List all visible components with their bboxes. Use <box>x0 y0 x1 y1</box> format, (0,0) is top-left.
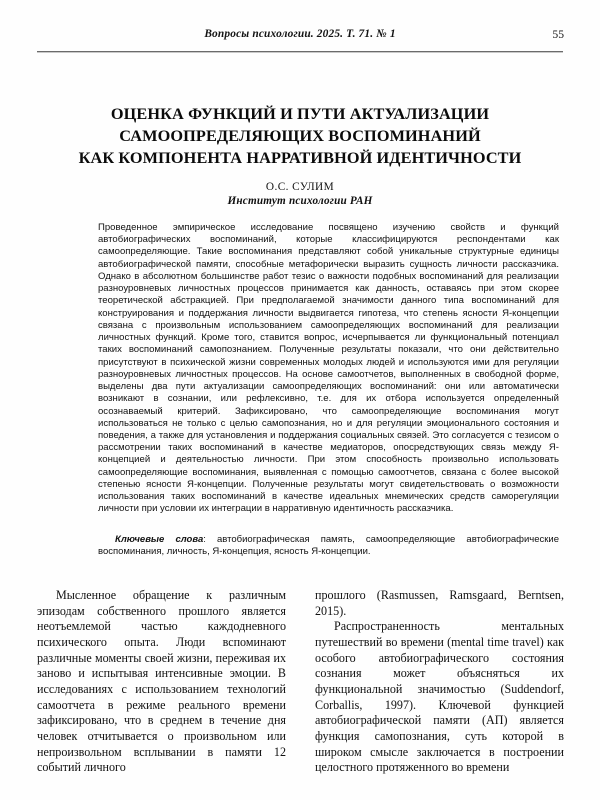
header-divider-rule <box>37 51 563 52</box>
page-number: 55 <box>552 28 564 41</box>
author-name: О.С. СУЛИМ <box>265 181 335 193</box>
article-title-line-1: ОЦЕНКА ФУНКЦИЙ И ПУТИ АКТУАЛИЗАЦИИ <box>110 104 490 123</box>
body-paragraph: Мысленное обращение к различным эпизодам собственного прошлого является неотъемлемой частью каждодневного психического опыта. Люди вспоминают различные моменты своей жизни, переживая их заново и испытывая интенсивные эмоции. В исследованиях с использованием технологий самоотчета в режиме реального времени зафиксировано, что в среднем в течение дня человек отчитывается о произвольном или непроизвольном всплывании в памяти 12 событий личного <box>37 588 286 775</box>
journal-citation-line: Вопросы психологии. 2025. Т. 71. № 1 <box>204 28 396 40</box>
body-column-left <box>37 588 286 776</box>
running-head <box>36 28 564 50</box>
article-title-line-3: КАК КОМПОНЕНТА НАРРАТИВНОЙ ИДЕНТИЧНОСТИ <box>78 148 522 168</box>
body-paragraph: Распространенность ментальных путешествий во времени (mental time travel) как особого автобиографического состояния сознания может объясняться их функциональной значимостью (Suddendorf, Corballis, 1997). Ключевой функцией автобиографической памяти (АП) является функция самопознания, суть которой в широком смысле заключается в построении целостного протяженного во времени <box>315 619 564 775</box>
body-paragraph-continued: прошлого (Rasmussen, Ramsgaard, Berntsen, 2015). <box>315 588 564 618</box>
body-columns <box>37 588 564 794</box>
keywords-label: Ключевые слова <box>115 534 204 545</box>
author-affiliation: Институт психологии РАН <box>227 195 373 207</box>
abstract-text: Проведенное эмпирическое исследование посвящено изучению свойств и функций автобиографических воспоминаний, которые классифицируются респондентами как самоопределяющие. Такие воспоминания представляют собой уникальные структурные единицы автобиографической памяти, способные метафорически выразить сущность личности рассказчика. Однако в абсолютном большинстве работ тезис о важности подобных воспоминаний для реализации разноуровневых личностных процессов принимается как данность, оставаясь при этом скорее теоретической абстракцией. При предполагаемой значимости данного типа воспоминаний для конструирования и поддержания личности выдвигается гипотеза, что степень ясности Я-концепции связана с произвольным использованием самоопределяющих воспоминаний для реализации личностных функций. Кроме того, ставится вопрос, исчерпывается ли функциональный потенциал таких воспоминаний самопознанием. Полученные результаты показали, что они действительно присутствуют в психической жизни современных молодых людей и используются ими для регуляции разноуровневых личностных процессов. На основе самоотчетов, выполненных в свободной форме, выделены два пути актуализации самоопределяющих воспоминаний: они или автоматически возникают в сознании, или рефлексивно, т.е. для их отбора используется определенный осознаваемый критерий. Зафиксировано, что самоопределяющие воспоминания могут использоваться не только с целью самопознания, но и для регуляции эмоционального состояния и поведения, а также для установления и поддержания социальных связей. Это согласуется с тезисом о рассмотрении таких воспоминаний в качестве медиаторов, опосредствующих связь между Я-концепцией и деятельностью личности. При этом способность произвольно использовать самоопределяющие воспоминания, выявленная с помощью самоотчетов, связана с более высокой степенью ясности Я-концепции. Полученные результаты могут свидетельствовать о возможности использования таких воспоминаний в качестве идеальных мнемических средств саморегуляции личности при условии их интеграции в нарративную идентичность рассказчика. <box>98 222 559 515</box>
keywords-block <box>98 534 559 558</box>
body-column-right <box>315 588 564 776</box>
article-title <box>42 103 558 170</box>
article-title-line-2: САМООПРЕДЕЛЯЮЩИХ ВОСПОМИНАНИЙ <box>119 126 481 146</box>
keywords-list: : автобиографическая память, самоопределяющие автобиографические воспоминания, личность, Я-концепция, ясность Я-концепции. <box>98 534 560 558</box>
